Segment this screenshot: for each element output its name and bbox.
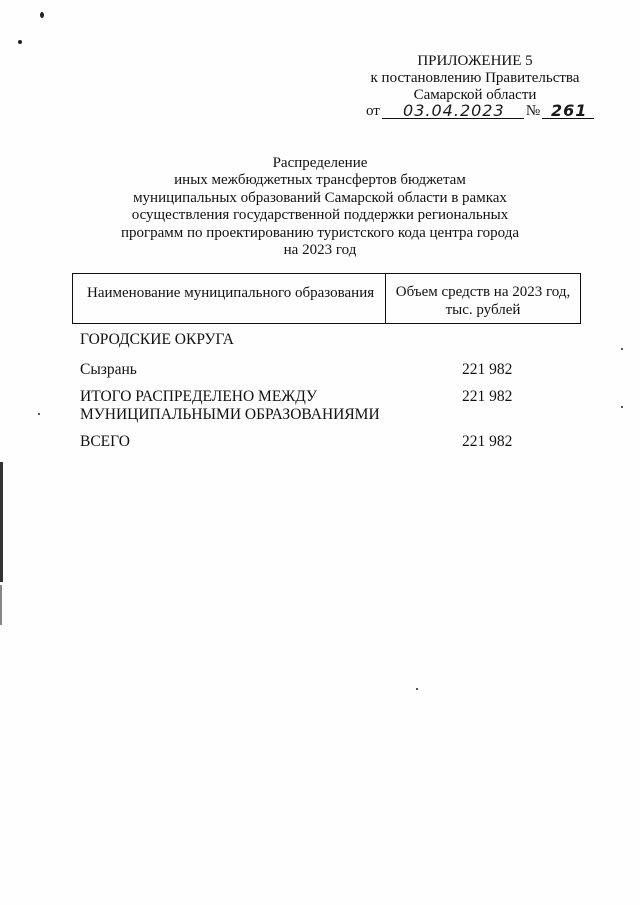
scan-edge-shadow [0,585,2,625]
number-prefix: № [525,103,541,119]
scan-speck [18,40,22,44]
handwritten-date: 03.04.2023 [382,103,524,119]
grand-total-label: ВСЕГО [80,433,130,450]
title-line: иных межбюджетных трансфертов бюджетам [174,172,466,189]
scan-speck [621,348,623,350]
column-header-amount [386,274,580,323]
column-header-municipality: Наименование муниципального образования [73,274,386,323]
title-line: на 2023 год [283,242,357,259]
title-line: Распределение [272,155,368,171]
column-header-amount-line1: Объем средств на 2023 год, [395,284,571,300]
grand-total-value: 221 982 [462,433,513,450]
title-line: программ по проектированию туристского кода центра города [120,224,520,241]
appendix-header [360,53,590,104]
scan-speck [416,688,418,690]
total-label [80,388,380,424]
table-header [72,273,581,324]
column-header-amount-line2: тыс. рублей [445,302,521,318]
total-value: 221 982 [462,388,513,405]
document-title [110,155,530,259]
table-row-name: Сызрань [80,361,137,378]
appendix-title: ПРИЛОЖЕНИЕ 5 [417,53,533,69]
title-line: осуществления государственной поддержки региональных [131,207,509,224]
appendix-region-line: Самарской области [413,87,537,103]
table-row-value: 221 982 [462,361,513,378]
total-label-line1: ИТОГО РАСПРЕДЕЛЕНО МЕЖДУ [80,388,317,405]
appendix-decree-line: к постановлению Правительства [370,70,580,86]
handwritten-number: 261 [542,103,594,119]
total-label-line2: МУНИЦИПАЛЬНЫМИ ОБРАЗОВАНИЯМИ [80,406,380,423]
scan-speck [38,413,40,415]
decree-date-line [364,103,594,119]
scan-edge-shadow [0,462,3,582]
title-line: муниципальных образований Самарской области в рамках [133,189,507,206]
date-prefix: от [366,103,380,119]
scan-speck [621,406,623,408]
scan-speck [40,12,44,18]
section-heading: ГОРОДСКИЕ ОКРУГА [80,331,234,348]
